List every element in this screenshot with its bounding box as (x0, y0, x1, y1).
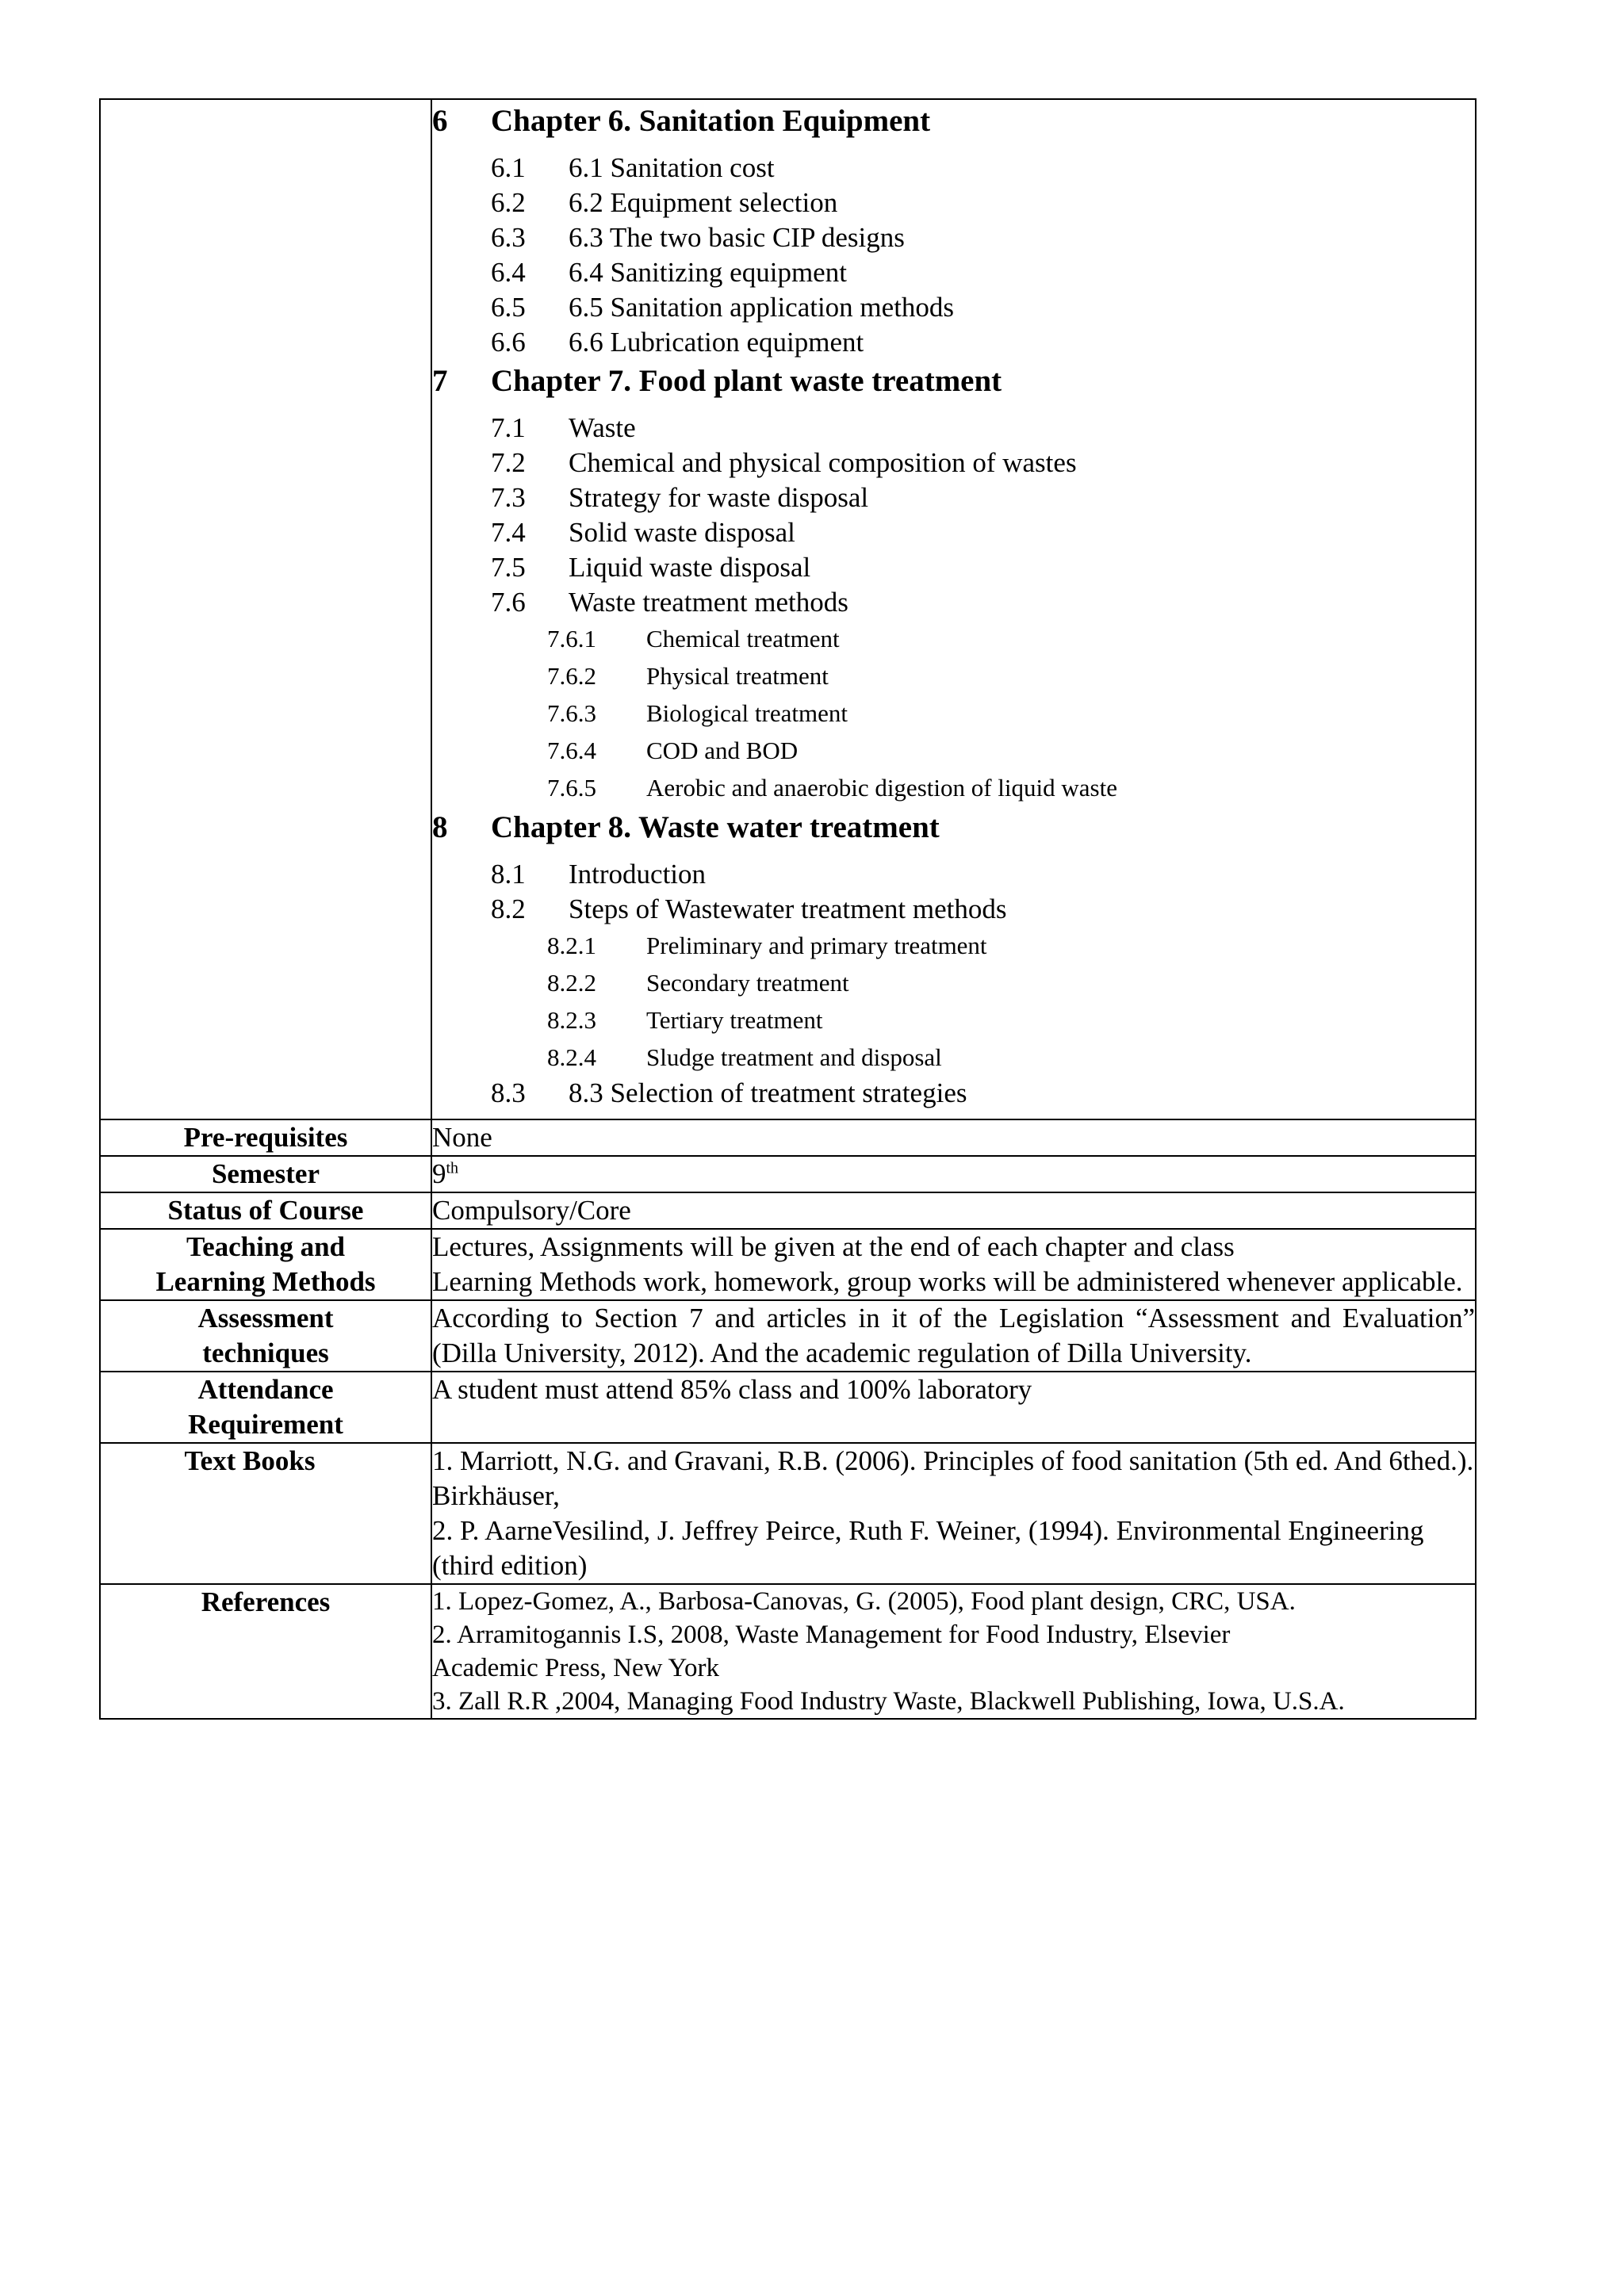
subsection-item: 8.2.3 Tertiary treatment (547, 1006, 823, 1034)
section-item: 8.2 Steps of Wastewater treatment methods (491, 894, 1007, 924)
chapter-heading: 6 Chapter 6. Sanitation Equipment (432, 104, 931, 138)
section-item: 6.3 6.3 The two basic CIP designs (491, 222, 905, 253)
attendance-label: Attendance Requirement (100, 1372, 431, 1443)
reference-item: 2. Arramitogannis I.S, 2008, Waste Management for Food Industry, Elsevier Academic Press, New York (432, 1621, 1231, 1682)
course-outline-cell (431, 99, 1476, 1119)
section-item: 7.4 Solid waste disposal (491, 517, 795, 548)
semester-value: 9th (431, 1156, 1476, 1192)
course-outline (432, 100, 1475, 1111)
text-books-row (100, 1443, 1476, 1584)
course-outline-label-cell (100, 99, 431, 1119)
prerequisites-label: Pre-requisites (100, 1119, 431, 1156)
chapter-heading: 7 Chapter 7. Food plant waste treatment (432, 364, 1002, 398)
chapter-heading: 8 Chapter 8. Waste water treatment (432, 810, 940, 844)
subsection-item: 7.6.2 Physical treatment (547, 662, 829, 690)
assessment-value: According to Section 7 and articles in it of the Legislation “Assessment and Evaluation” (Dilla University, 2012). And the academic regulation of Dilla University. (431, 1300, 1476, 1372)
teaching-methods-value: Lectures, Assignments will be given at the end of each chapter and class Learning Methods work, homework, group works will be administered whenever applicable. (431, 1229, 1476, 1300)
section-item: 8.1 Introduction (491, 859, 707, 890)
prerequisites-row (100, 1119, 1476, 1156)
teaching-methods-label: Teaching and Learning Methods (100, 1229, 431, 1300)
references-value (431, 1584, 1476, 1719)
reference-item: 3. Zall R.R ,2004, Managing Food Industry Waste, Blackwell Publishing, Iowa, U.S.A. (432, 1687, 1345, 1716)
text-book-item: 2. P. AarneVesilind, J. Jeffrey Peirce, Ruth F. Weiner, (1994). Environmental Engineering (third edition) (432, 1515, 1424, 1581)
section-item: 7.5 Liquid waste disposal (491, 552, 811, 583)
text-books-value (431, 1443, 1476, 1584)
section-item: 7.3 Strategy for waste disposal (491, 482, 869, 513)
section-item: 6.6 6.6 Lubrication equipment (491, 327, 864, 358)
text-books-label: Text Books (100, 1443, 431, 1584)
subsection-item: 8.2.4 Sludge treatment and disposal (547, 1043, 942, 1071)
section-item: 7.6 Waste treatment methods (491, 587, 848, 618)
course-status-label: Status of Course (100, 1192, 431, 1229)
section-item: 6.2 6.2 Equipment selection (491, 187, 838, 218)
assessment-label: Assessment techniques (100, 1300, 431, 1372)
section-item: 6.1 6.1 Sanitation cost (491, 152, 775, 183)
subsection-item: 7.6.5 Aerobic and anaerobic digestion of liquid waste (547, 774, 1117, 802)
references-row (100, 1584, 1476, 1719)
section-item: 6.4 6.4 Sanitizing equipment (491, 257, 847, 288)
semester-label: Semester (100, 1156, 431, 1192)
text-book-item: 1. Marriott, N.G. and Gravani, R.B. (2006). Principles of food sanitation (5th ed. And 6thed.). Birkhäuser, (432, 1445, 1474, 1511)
attendance-row (100, 1372, 1476, 1443)
course-status-value: Compulsory/Core (431, 1192, 1476, 1229)
reference-item: 1. Lopez-Gomez, A., Barbosa-Canovas, G. (2005), Food plant design, CRC, USA. (432, 1587, 1296, 1616)
subsection-item: 7.6.4 COD and BOD (547, 737, 799, 764)
assessment-row (100, 1300, 1476, 1372)
prerequisites-value: None (431, 1119, 1476, 1156)
references-label: References (100, 1584, 431, 1719)
course-syllabus-table (99, 98, 1477, 1720)
section-item: 7.1 Waste (491, 412, 636, 443)
subsection-item: 8.2.1 Preliminary and primary treatment (547, 932, 987, 959)
subsection-item: 7.6.3 Biological treatment (547, 699, 848, 727)
semester-row (100, 1156, 1476, 1192)
attendance-value: A student must attend 85% class and 100% laboratory (431, 1372, 1476, 1443)
course-status-row (100, 1192, 1476, 1229)
course-outline-row (100, 99, 1476, 1119)
section-item: 7.2 Chemical and physical composition of wastes (491, 447, 1077, 478)
subsection-item: 7.6.1 Chemical treatment (547, 625, 840, 652)
subsection-item: 8.2.2 Secondary treatment (547, 969, 849, 997)
teaching-methods-row (100, 1229, 1476, 1300)
section-item: 8.3 8.3 Selection of treatment strategies (491, 1077, 967, 1108)
section-item: 6.5 6.5 Sanitation application methods (491, 292, 955, 323)
